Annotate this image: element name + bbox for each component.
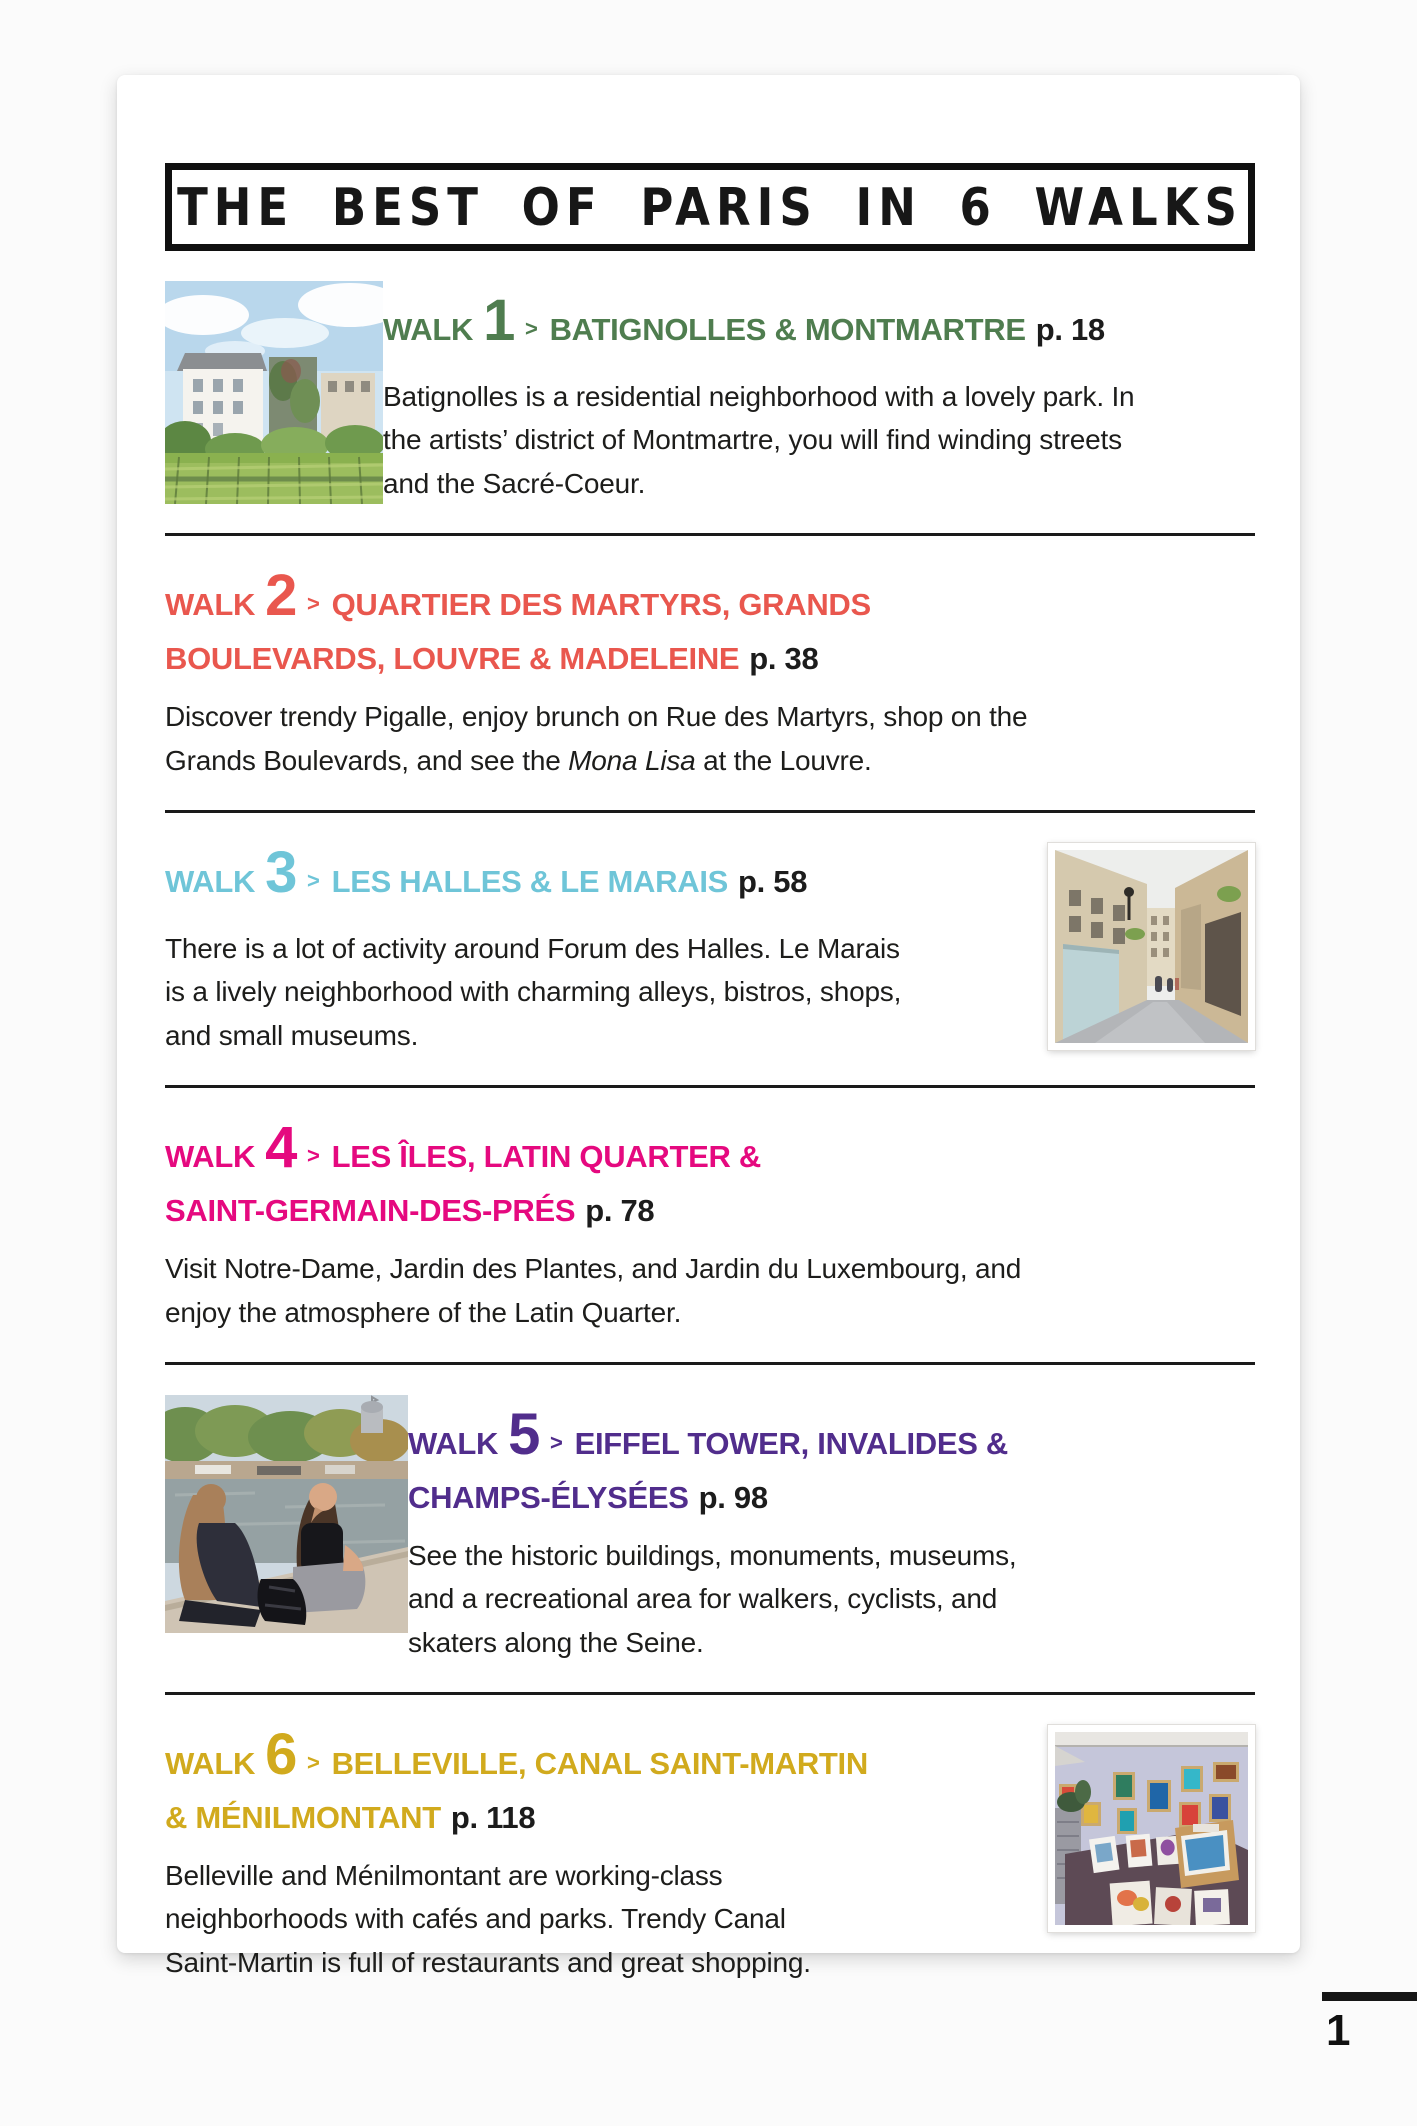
section-divider <box>165 533 1255 536</box>
walk-5-label: WALK <box>408 1425 499 1461</box>
walk-6-title-line1: BELLEVILLE, CANAL SAINT-MARTIN <box>331 1746 868 1782</box>
page-title: THE BEST OF PARIS IN 6 WALKS <box>177 176 1243 238</box>
walk-1-section <box>165 281 1255 505</box>
walk-1-page-ref: p. 18 <box>1035 312 1105 347</box>
walk-2-page-ref: p. 38 <box>749 641 819 677</box>
walk-3-title: LES HALLES & LE MARAIS <box>331 863 729 899</box>
walk-2-section <box>165 563 1255 782</box>
walk-6-number: 6 <box>265 1722 298 1788</box>
marais-street-illustration <box>1055 850 1248 1043</box>
walk-2-heading <box>165 563 1255 683</box>
walk-3-heading <box>165 839 1048 915</box>
walk-2-title-line2: BOULEVARDS, LOUVRE & MADELEINE <box>165 641 740 677</box>
walk-5-arrow-icon: > <box>550 1429 563 1455</box>
seine-riverbank-illustration <box>165 1395 408 1633</box>
walk-4-heading <box>165 1115 1255 1235</box>
walk-2-description <box>165 695 1085 782</box>
walk-5-number: 5 <box>508 1401 541 1467</box>
walk-4-section <box>165 1115 1255 1334</box>
walk-2-label: WALK <box>165 587 256 623</box>
walk-2-description-part1: Discover trendy Pigalle, enjoy brunch on Rue des Martyrs, shop on the Grands Boulevards, and see the <box>165 701 1028 776</box>
walk-1-heading <box>383 288 1255 363</box>
walk-2-number: 2 <box>265 563 298 629</box>
walk-5-title-line1: EIFFEL TOWER, INVALIDES & <box>574 1425 1009 1461</box>
montmartre-vineyard-illustration <box>165 281 383 504</box>
walk-6-title-line2: & MÉNILMONTANT <box>165 1800 441 1836</box>
section-divider <box>165 1085 1255 1088</box>
walk-5-heading <box>408 1401 1255 1522</box>
section-divider <box>165 810 1255 813</box>
walk-1-arrow-icon: > <box>525 316 538 341</box>
section-divider <box>165 1362 1255 1365</box>
walk-5-section <box>165 1395 1255 1664</box>
walk-4-label: WALK <box>165 1139 256 1175</box>
walk-6-label: WALK <box>165 1746 256 1782</box>
walk-1-photo <box>165 281 383 504</box>
walk-6-section <box>165 1722 1255 1984</box>
walk-3-section <box>165 839 1255 1057</box>
header-title-box <box>165 163 1255 251</box>
walk-5-title-line2: CHAMPS-ÉLYSÉES <box>408 1479 689 1515</box>
walk-6-description: Belleville and Ménilmontant are working-class neighborhoods with cafés and parks. Trendy Canal Saint-Martin is full of restaurants and great shopping. <box>165 1860 811 1978</box>
walk-6-photo <box>1048 1725 1255 1932</box>
walk-5-page-ref: p. 98 <box>698 1479 768 1515</box>
walk-4-arrow-icon: > <box>307 1143 320 1169</box>
section-divider <box>165 1692 1255 1695</box>
walk-3-label: WALK <box>165 863 256 899</box>
walk-5-description: See the historic buildings, monuments, museums, and a recreational area for walkers, cyclists, and skaters along the Seine. <box>408 1539 1017 1658</box>
walk-3-description: There is a lot of activity around Forum des Halles. Le Marais is a lively neighborhood with charming alleys, bistros, shops, and small museums. <box>165 932 902 1051</box>
page-number: 1 <box>1326 2006 1351 2055</box>
walk-3-photo <box>1048 843 1255 1050</box>
footer-bar <box>1322 1992 1417 2001</box>
walk-3-arrow-icon: > <box>307 867 320 893</box>
walk-6-heading <box>165 1722 1048 1842</box>
walk-5-photo <box>165 1395 408 1633</box>
walk-1-title: BATIGNOLLES & MONTMARTRE <box>549 312 1026 347</box>
walk-2-arrow-icon: > <box>307 591 320 617</box>
walk-4-description: Visit Notre-Dame, Jardin des Plantes, and Jardin du Luxembourg, and enjoy the atmosphere of the Latin Quarter. <box>165 1253 1022 1328</box>
walk-4-number: 4 <box>265 1115 298 1181</box>
walk-4-page-ref: p. 78 <box>585 1193 655 1229</box>
walk-1-description: Batignolles is a residential neighborhood with a lovely park. In the artists’ district of Montmartre, you will find winding streets and the Sacré-Coeur. <box>383 381 1135 499</box>
art-shop-interior-illustration <box>1055 1732 1248 1925</box>
walk-6-page-ref: p. 118 <box>450 1800 536 1836</box>
page-card <box>117 75 1300 1978</box>
walk-2-description-part2: at the Louvre. <box>695 744 872 776</box>
walk-1-number: 1 <box>483 288 516 353</box>
walk-3-page-ref: p. 58 <box>738 863 808 899</box>
walk-4-title-line2: SAINT-GERMAIN-DES-PRÉS <box>165 1193 576 1229</box>
walk-4-title-line1: LES ÎLES, LATIN QUARTER & <box>331 1139 761 1175</box>
walk-3-number: 3 <box>265 839 298 905</box>
walk-2-description-italic: Mona Lisa <box>568 744 696 776</box>
walk-1-label: WALK <box>383 312 474 347</box>
walk-2-title-line1: QUARTIER DES MARTYRS, GRANDS <box>331 587 871 623</box>
walk-6-arrow-icon: > <box>307 1750 320 1776</box>
